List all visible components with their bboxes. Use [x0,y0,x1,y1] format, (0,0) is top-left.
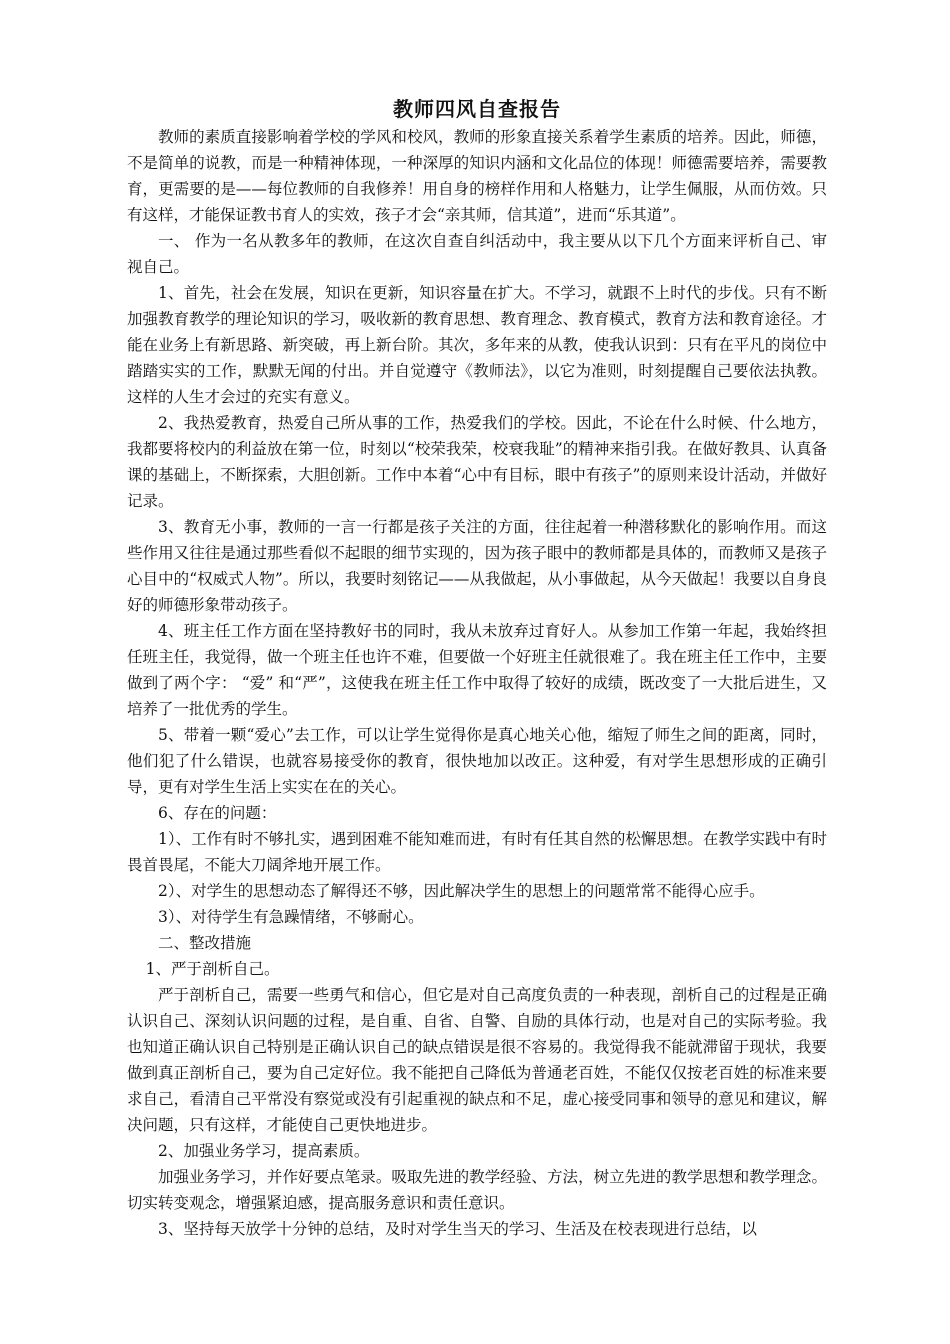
paragraph-measure-1-body: 严于剖析自己，需要一些勇气和信心，但它是对自己高度负责的一种表现，剖析自己的过程是正确认识自己、深刻认识问题的过程，是自重、自省、自警、自励的具体行动，也是对自己的实际考验。我也知道正确认识自己特别是正确认识自己的缺点错误是很不容易的。我觉得我不能就滞留于现状，我要做到真正剖析自己，要为自己定好位。我不能把自己降低为普通老百姓，不能仅仅按老百姓的标准来要求自己，看清自己平常没有察觉或没有引起重视的缺点和不足，虚心接受同事和领导的意见和建议，解决问题，只有这样，才能使自己更快地进步。 [127,986,827,1134]
paragraph-problem-1: 1）、工作有时不够扎实，遇到困难不能知难而进，有时有任其自然的松懈思想。在教学实践中有时畏首畏尾，不能大刀阔斧地开展工作。 [127,830,827,874]
paragraph-measure-3-body: 3、坚持每天放学十分钟的总结，及时对学生当天的学习、生活及在校表现进行总结，以 [158,1220,757,1238]
paragraph-point-3: 3、教育无小事，教师的一言一行都是孩子关注的方面，往往起着一种潜移默化的影响作用。而这些作用又往往是通过那些看似不起眼的细节实现的，因为孩子眼中的教师都是具体的，而教师又是孩子心目中的“权威式人物”。所以，我要时刻铭记——从我做起，从小事做起，从今天做起！我要以自身良好的师德形象带动孩子。 [127,518,827,614]
paragraph-problem-2: 2）、对学生的思想动态了解得还不够，因此解决学生的思想上的问题常常不能得心应手。 [158,882,765,900]
document-title: 教师四风自查报告 [393,97,561,121]
paragraph-point-2: 2、我热爱教育，热爱自己所从事的工作，热爱我们的学校。因此，不论在什么时候、什么地方，我都要将校内的利益放在第一位，时刻以“校荣我荣，校衰我耻”的精神来指引我。在做好教具、认真备课的基础上，不断探索，大胆创新。工作中本着“心中有目标，眼中有孩子”的原则来设计活动，并做好记录。 [127,414,827,510]
paragraph-point-5: 5、带着一颗“爱心”去工作，可以让学生觉得你是真心地关心他，缩短了师生之间的距离，同时，他们犯了什么错误，也就容易接受你的教育，很快地加以改正。这种爱，有对学生思想形成的正确引导，更有对学生生活上实实在在的关心。 [127,726,827,796]
paragraph-point-6-heading: 6、存在的问题： [158,804,277,822]
paragraph-intro: 教师的素质直接影响着学校的学风和校风，教师的形象直接关系着学生素质的培养。因此，师德，不是简单的说教，而是一种精神体现，一种深厚的知识内涵和文化品位的体现！师德需要培养，需要教育，更需要的是——每位教师的自我修养！用自身的榜样作用和人格魅力，让学生佩服，从而仿效。只有这样，才能保证教书育人的实效，孩子才会“亲其师，信其道”，进而“乐其道”。 [127,128,827,224]
paragraph-point-4: 4、班主任工作方面在坚持教好书的同时，我从未放弃过育好人。从参加工作第一年起，我始终担任班主任，我觉得，做一个班主任也许不难，但要做一个好班主任就很难了。我在班主任工作中，主要做到了两个字： “爱” 和“严”，这使我在班主任工作中取得了较好的成绩，既改变了一大批后进生，又培养了一批优秀的学生。 [127,622,827,718]
paragraph-measure-2-heading: 2、加强业务学习，提高素质。 [158,1142,370,1160]
paragraph-section-1-heading: 一、 作为一名从教多年的教师，在这次自查自纠活动中，我主要从以下几个方面来评析自己、审视自己。 [127,232,827,276]
document-page [127,88,827,1242]
paragraph-measure-2-body: 加强业务学习，并作好要点笔录。吸取先进的教学经验、方法，树立先进的教学思想和教学理念。切实转变观念，增强紧迫感，提高服务意识和责任意识。 [127,1168,827,1212]
paragraph-problem-3: 3）、对待学生有急躁情绪，不够耐心。 [158,908,424,926]
paragraph-point-1: 1、首先，社会在发展，知识在更新，知识容量在扩大。不学习，就跟不上时代的步伐。只有不断加强教育教学的理论知识的学习，吸收新的教育思想、教育理念、教育模式，教育方法和教育途径。才能在业务上有新思路、新突破，再上新台阶。其次，多年来的从教，使我认识到：只有在平凡的岗位中踏踏实实的工作，默默无闻的付出。并自觉遵守《教师法》，以它为准则，时刻提醒自己要依法执教。这样的人生才会过的充实有意义。 [127,284,827,406]
paragraph-measure-1-heading: 1、严于剖析自己。 [145,960,280,978]
paragraph-section-2-heading: 二、整改措施 [158,934,252,952]
